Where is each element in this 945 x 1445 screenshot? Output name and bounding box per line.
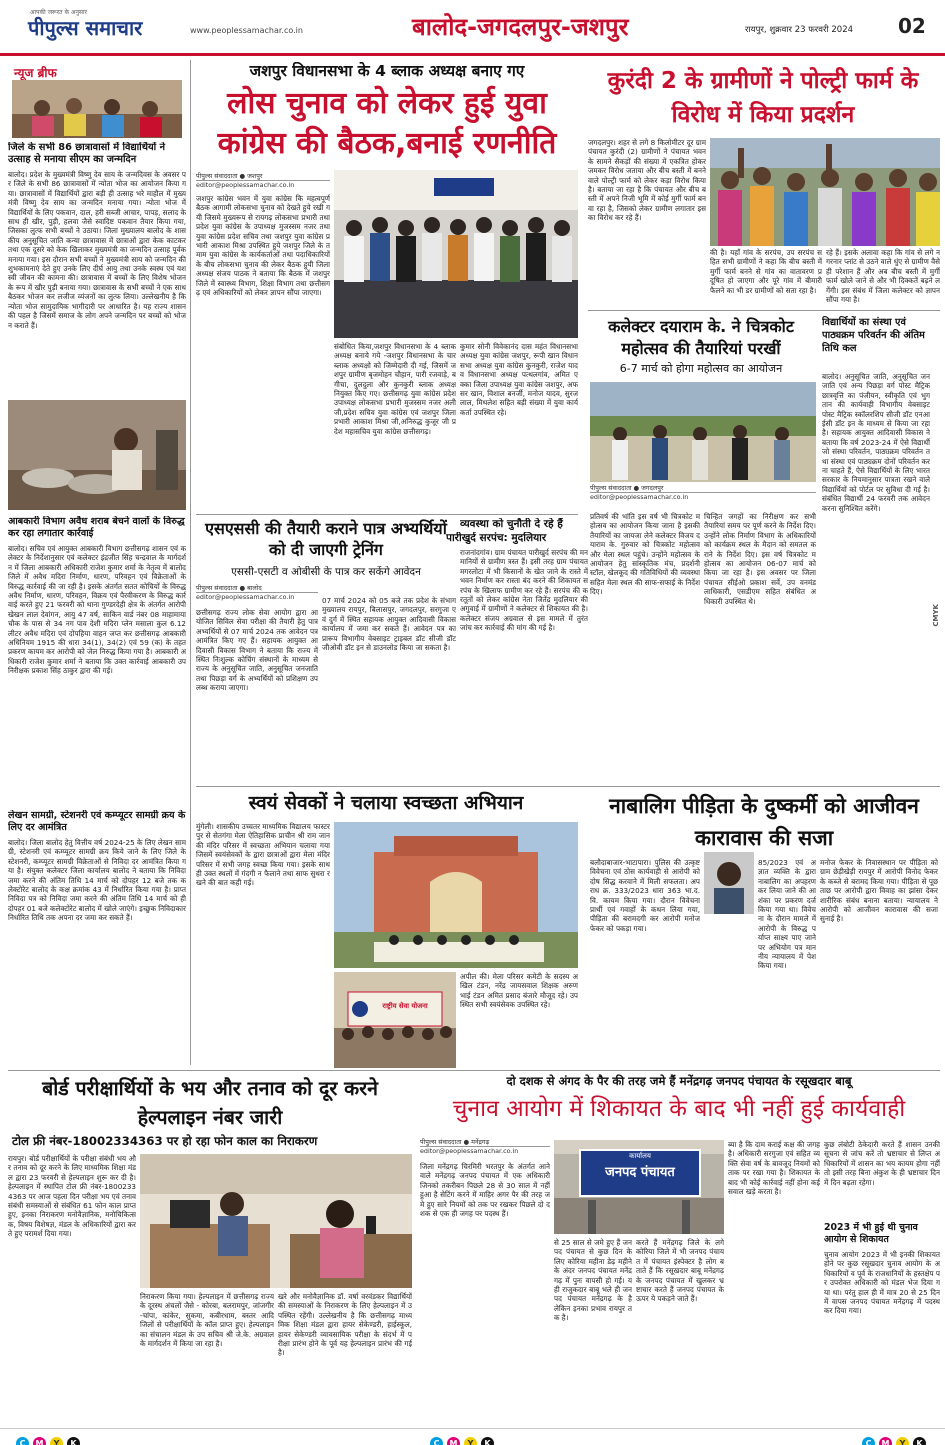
reg-mark-black: K [481,1437,494,1445]
chitrakot-byline: पीपुल्स संवाददाता ● जगदलपुर [590,484,816,493]
brand-tagline: आपकी जरूरत के अनुसार [30,9,87,16]
page-number: 02 [898,14,926,38]
board-headline: बोर्ड परीक्षार्थियों के भय और तनाव को दूर करने हेल्पलाइन नंबर जारी [42,1077,378,1129]
ssc-byline-block [196,584,318,601]
top-story-byline-block [196,172,330,189]
footer-bar [0,1428,945,1445]
manendragarh-body-2: से 25 साल से जमे हुए हैं जनपद पंचायत से कुछ दिन के लिए कोरिया महीना डेढ़ महीने के अंदर जनपद पंचायत मनेंद्रगढ़ में पुनः वापसी हो गई। यही राजुकदार बाबू भले ही जनपद पंचायत मनेंद्रगढ़ के है लेकिन इनका प्रभाव रायपुर तक है। [554,1238,632,1323]
poultry-protest-photo [710,138,940,246]
top-story-kicker: जशपुर विधानसभा के 4 ब्लाक अध्यक्ष बनाए गए [249,62,525,80]
manendragarh-kicker: दो दशक से अंगद के पैर की तरह जमे हैं मनेंद्रगढ़ जनपद पंचायत के रसूखदार बाबू [506,1074,852,1088]
manendragarh-body-4: ब्या है कि दाम कराई कक्ष की जगह है। अधिकारी सरगुजा एवं सहित व्यक्ति सेवा वर्ष के बावजूद नियमों को ताक पर रखा गया है। शिकायत के बाद भी कोई कार्रवाई नहीं होना कई सवाल खड़े करता है। [728,1140,820,1197]
manendragarh-body-6: चुनाव आयोग 2023 में भी इनकी शिकायत होने पर कुछ रसूखदार चुनाव आयोग के अधिकारियों व पूर्व के राजधानियों के हस्तक्षेप पर उपरोक्त अधिकारी को मंडल भेज दिया गया था। परंतु हाल ही में मात्र 20 से 25 दिन में वापस जनपद पंचायत मनेंद्रगढ़ में पदस्थ कर दिया गया। [824,1250,940,1316]
youth-congress-meeting-photo [334,170,578,338]
kurandi-body-2: की है। यहाँ गांव के सरपंच, उप सरपंच सहित सभी ग्रामीणों ने कहा कि बीच बस्ती में मुर्गी फार्म बनने से गांव का वातावरण प्रदूषित हो जाएगा और पूरे गांव में बीमारी फैलने का भी डर ग्रामीणों को सता रहा है। [710,248,822,295]
pocso-body-1: बलौदाबाजार-भाटापारा। पुलिस की उत्कृष्ट विवेचना एवं ठोस कार्यवाही से आरोपी को दोष सिद्ध करवाने में मिली सफलता। अपराध क्र. 333/2023 धारा 363 भा.द.वि. कायम किया गया। दौरान विवेचना प्रार्थी एवं गवाहों के कथन लिया गया, पीड़िता की बरामदगी कर आरोपी मनोज फेकर को पकड़ा गया। [590,858,700,933]
reg-mark-cyan: C [862,1437,875,1445]
brand-logo[interactable] [18,8,208,42]
manendragarh-byline-block [420,1138,550,1155]
ssc-byline: पीपुल्स संवाददाता ● बालोद [196,584,318,593]
reg-mark-yellow: Y [896,1437,909,1445]
brief-body-3: बालोद। जिला बालोद हेतु वित्तीय वर्ष 2024-25 के लिए लेखन सामग्री, स्टेशनरी एवं कम्प्यूटर सामग्री क्रय किये जाने के लिए जिले के स्टेशनरी, कम्प्यूटर सामग्री विक्रेताओं से निविदा दर आमंत्रित किया गया है। संयुक्त कलेक्टर जिला कार्यालय बालोद ने बताया कि निविदा जमा करने की अंतिम तिथि 14 मार्च को दोपहर 12 बजे तक कलेक्टोरेट बालोद के कक्ष क्रमांक 43 में निर्धारित किया गया है। प्राप्त निविदा पत्र को निविदा जमा करने की अंतिम तिथि 14 मार्च को ही दोपहर 01 बजे कलेक्टोरेट बालोद में खोले जाएंगे। इच्छुक निविदाकार निर्धारित तिथि तक अपना दर जमा कर सकते हैं। [8,838,186,923]
board-body-1: रायपुर। बोर्ड परीक्षार्थियों के परीक्षा संबंधी भय और तनाव को दूर करने के लिए माध्यमिक शिक्षा मंडल द्वारा 23 फरवरी से हेल्पलाइन शुरू कर दी है। हेल्पलाइन में स्थापित टोल फ्री नंबर-18002334363 पर आज पहला दिन परीक्षा भय एवं तनाव संबंधी समस्याओं से संबंधित 61 फोन काल प्राप्त हुए, इनका निराकरण मनोवैज्ञानिक, मनोचिकित्सक, विषय विशेषज्ञ, मंडल के अधिकारियों द्वारा करते हुए परामर्श दिया गया। [8,1154,136,1239]
site-url[interactable]: www.peoplessamachar.co.in [190,26,303,35]
ssc-subhead: एससी-एसटी व ओबीसी के पात्र कर सकेंगे आवेदन [231,566,421,578]
top-story-byline: पीपुल्स संवाददाता ● जशपुर [196,172,330,181]
reg-mark-cyan: C [16,1437,29,1445]
swachhta-body-2: अपील की। मेला परिसर कमेटी के सदस्य अखिल टंडन, नरेंद्र जायसवाल शिक्षक अरुण भाई टंडन अमित प्रसाद बंजारे मौजूद रहे। उपस्थित सभी स्वयंसेवक उपस्थित रहे। [460,972,578,1010]
kurandi-body-1: जगदलपुर। शहर से लगे 8 किलोमीटर दूर ग्राम पंचायत कुरंदी (2) ग्रामीणों ने पंचायत भवन के सामने सैकड़ों की संख्या में एकत्रित होकर जमकर विरोध जताया और बीच बस्ती में बनने वाले पोल्ट्री फार्म को लेकर कड़ा विरोध किया है। बताया जा रहा है कि पंचायत और बीच बस्ती में अपने निजी भूमि में कोई मुर्गी फार्म बनवा रहा है, जिसको लेकर ग्रामीण लगातार इसका विरोध कर रहे हैं। [588,138,706,223]
ssc-body-2: 07 मार्च 2024 को 05 बजे तक प्रदेश के संभाग मुख्यालय रायपुर, बिलासपुर, जगदलपुर, सरगुजा एवं दुर्ग में स्थित सहायक आयुक्त आदिवासी विकास कार्यालय में जमा कर सकते हैं। आवेदन पत्र का प्रारूप विभागीय वेबसाइट ट्राइबल डॉट सीजी डॉट जीओवी डॉट इन से डाउनलोड किया जा सकता है। [322,596,456,653]
section-divider [8,1070,940,1071]
section-divider [196,514,578,515]
students-headline: विद्यार्थियों का संस्था एवं पाठ्यक्रम परिवर्तन की अंतिम तिथि कल [822,317,925,354]
chitrakot-email[interactable]: editor@peoplessamachar.co.in [590,493,689,501]
janpad-office-photo [554,1140,724,1234]
vyavastha-kicker: व्यवस्था को चुनौती दे रहे हैं [460,518,563,530]
top-story-body-1: जशपुर कांग्रेस भवन में युवा कांग्रेस कि महत्वपूर्ण बैठक आगामी लोकसभा चुनाव को देखते हुये रखी गयी जिसमे मुख्यरूप से रायगढ़ लोकसभा प्रभारी तथा प्रदेश युवा कांग्रेस के उपाध्यक्ष मुजस्सम नजर तथा युवा कांग्रेस प्रदेश सचिव तथा जशपुर युवा कांग्रेस प्रभारी आकाश मिश्रा उपस्थित हुये जशपुर जिले के तमाम युवा कांग्रेस के कार्यकर्ताओं तथा पदाधिकारियों के बीच लोकसभा चुनाव की लेकर बैठक हुयी जिला अध्यक्ष संजय पाठक ने बताया कि बैठक में जशपुर जिले में स्वास्थ्य विभाग, शिक्षा विभाग तथा छत्तीसगढ़ एवं अधिकारियों को लेकर ज्ञापन सौंपा जाएगा। [196,194,330,298]
chitrakot-body-2: चिन्हित जगहों का निरीक्षण कर सभी तैयारियां समय पर पूर्ण करने के निर्देश दिए। उन्होंने लोक निर्माण विभाग के अधिकारियों को कार्यक्रम स्थल के मैदान को समतल कराने के निर्देश दिए। इस वर्ष चित्रकोट महोत्सव का आयोजन 06-07 मार्च को किया जा रहा है। इस अवसर पर जिला पंचायत सीईओ प्रकाश सर्वे, उप वनमंडलाधिकारी, एसडीएम सहित संबंधित अधिकारी उपस्थित थे। [704,512,816,606]
ssc-headline: एसएससी की तैयारी कराने पात्र अभ्यर्थियों को दी जाएगी ट्रेनिंग [205,519,447,559]
manendragarh-body-3: करते हैं मनेंद्रगढ़ जिले के लगे कोरिया जिले में भी जनपद पंचायत में पंचायत इंस्पेक्टर है लोग बताते हैं कि रसूखदार बाबू मनेंद्रगढ़ के जनपद पंचायत में खुलकर भ्रष्टाचार करते हैं जनपद पंचायत के ऊपर ये पकड़ने जाते हैं। [636,1238,724,1304]
manendragarh-body-1: जिला मनेंद्रगढ़ चिरमिरी भरतपुर के अंतर्गत आने वाले मनेंद्रगढ़ जनपद पंचायत में एक अधिकारी जिनको तकरीबन पिछले 28 से 30 साल में नहीं हुआ है सेटिंग करने में माहिर अगर पैर की तरह जमे हुए सारे नियमों को तक पर रखकर पिछले दो दशक से एक ही जगह पर पदस्थ हैं। [420,1162,550,1219]
top-story-body-3: कुमार सोनी विवेकानंद दास महंत विधानसभा अध्यक्ष युवा कांग्रेस जशपुर, रूपी खान विधानसभा अध्यक्ष युवा कांग्रेस कुनकुरी, राजेश यादव विधानसभा अध्यक्ष पत्थलगांव, अमित एक्का जिला उपाध्यक्ष युवा कांग्रेस जशपुर, अफसर खान, विशाल बनर्जी, मनोज यादव, सुरजलाल, मिथलेश सहित बड़ी संख्या में युवा कार्यकर्ता उपस्थित रहे। [460,342,578,417]
pocso-body-2: 85/2023 एवं अज्ञात व्यक्ति के द्वारा नाबालिग का अपहरण कर लिया जाने की आशंका पर प्रकरण दर्ज किया गया था। विवेचना के दौरान मामले में आरोपी के विरुद्ध पर्याप्त साक्ष्य पाए जाने पर अभियोग पत्र माननीय न्यायालय में पेश किया गया। [758,858,816,971]
reg-marks-left [14,1431,82,1445]
brief-headline-1: जिले के सभी 86 छात्रावासों में विद्यार्थियों ने उत्साह से मनाया सीएम का जन्मदिन [8,142,166,165]
helpline-call-photo [140,1154,412,1288]
pocso-body-3: मनोज फेकर के निवासस्थान पर पीड़िता को ग्राम छेड़ीखेड़ी रायपुर में आरोपी विनोद फेकर के कब्जे से बरामद किया गया। पीड़िता से पूछताछ पर आरोपी द्वारा विवाह का झांसा देकर शारीरिक संबंध बनाना बताया। न्यायालय ने आरोपी को आजीवन कारावास की सजा सुनाई है। [820,858,938,924]
board-body-3: खरे और मनोवैज्ञानिक डॉ. वर्षा वरवंडकर विद्यार्थियों की समस्याओं के निराकरण के लिए हेल्पलाइन में उपस्थित रहेंगी। उल्लेखनीय है कि छत्तीसगढ़ माध्यमिक शिक्षा मंडल द्वारा हायर सेकेण्डरी, हाईस्कूल, हायर सेकेण्डरी व्यावसायिक परीक्षा के संदर्भ में परीक्षा प्रारंभ होने के पूर्व यह हेल्पलाइन प्रारंभ की गई है। [278,1292,412,1358]
dateline: रायपुर, शुक्रवार 23 फरवरी 2024 [745,25,854,35]
kurandi-body-3: रहे हैं। इसके अलावा कहा कि गांव से लगे नगरनार प्लांट से उठने वाले धुंए से ग्रामीण वैसे ही परेशान हैं और अब बीच बस्ती में मुर्गी फार्म खोले जाने से और भी दिक्कतें बढ़ने लगेंगी। इस संबंध में जिला कलेक्टर को ज्ञापन सौंपा गया है। [826,248,940,304]
section-divider [588,310,940,311]
reg-mark-magenta: M [879,1437,892,1445]
students-body: बालोद। अनुसूचित जाति, अनुसूचित जनजाति एवं अन्य पिछड़ा वर्ग पोस्ट मैट्रिक छात्रवृत्ति का पंजीयन, स्वीकृति एवं भुगतान की कार्यवाही विभागीय वेबसाइट पोस्ट मैट्रिक स्कॉलरशिप सीजी डॉट एनआईसी डॉट इन के माध्यम से किया जा रहा है। सहायक आयुक्त आदिवासी विकास ने बताया कि वर्ष 2023-24 में ऐसे विद्यार्थी जो संस्था परिवर्तन, पाठ्यक्रम परिवर्तन तथा संस्था एवं पाठ्यक्रम दोनों परिवर्तन करना चाहते हैं, ऐसे विद्यार्थियों के लिए भारत सरकार के नियमानुसार पात्रता रखने वाले विद्यार्थियों को पोर्टल पर सुविधा दी गई है। संबंधित विद्यार्थी 24 फरवरी तक आवेदन करना सुनिश्चित करेंगे। [822,372,930,513]
reg-mark-cyan: C [430,1437,443,1445]
vyavastha-body: राजनांदगांव। ग्राम पंचायत पारीखुर्द सरपंच की मनमानियों से ग्रामीण त्रस्त हैं। इसी तरह ग्राम पंचायत मगरलोटा में भी किसानों के खेत जाने के रास्ते में भवन निर्माण कर रास्ता बंद करने की शिकायत सरपंच के खिलाफ ग्रामीण कर रहे हैं। सरपंच की करतूतों को लेकर कांग्रेस नेता जितेंद्र मुदलियार की अगुवाई में ग्रामीणों ने कलेक्टर से शिकायत की है। कलेक्टर संजय अग्रवाल से इस मामले में तुरंत जांच कर कार्रवाई की मांग की गई है। [460,548,588,633]
section-title: बालोद-जगदलपुर-जशपुर [412,13,629,41]
brief-headline-3: लेखन सामग्री, स्टेशनरी एवं कम्प्यूटर सामग्री क्रय के लिए दर आमंत्रित [8,810,186,833]
ssc-body-1: छत्तीसगढ़ राज्य लोक सेवा आयोग द्वारा आयोजित सिविल सेवा परीक्षा की तैयारी हेतु पात्र अभ्यर्थियों से 07 मार्च 2024 तक आवेदन पत्र आमंत्रित किए गए हैं। सहायक आयुक्त आदिवासी विकास विभाग ने बताया कि राज्य में स्थित निःशुल्क कोचिंग संस्थानों के माध्यम से राज्य के अनुसूचित जाति, अनुसूचित जनजाति तथा पिछड़ा वर्ग के अभ्यर्थियों को प्रशिक्षण उपलब्ध कराया जाएगा। [196,608,318,693]
excise-raid-photo [8,400,186,510]
manendragarh-byline: पीपुल्स संवाददाता ● मनेंद्रगढ़ [420,1138,550,1147]
reg-mark-magenta: M [33,1437,46,1445]
temple-gate-photo [334,822,578,968]
manendragarh-email[interactable]: editor@peoplessamachar.co.in [420,1147,519,1155]
chitrakot-byline-block [590,484,816,501]
chitrakot-subhead: 6-7 मार्च को होगा महोत्सव का आयोजन [619,362,783,375]
signboard-text: जनपद पंचायत [605,1165,675,1180]
signboard-top: कार्यालय [629,1152,651,1160]
top-story-headline: लोस चुनाव को लेकर हुई युवा कांग्रेस की बैठक,बनाई रणनीति [217,86,557,161]
board-body-2: निराकरण किया गया। हेल्पलाइन में छत्तीसगढ़ राज्य के दूरस्थ अंचलों जैसे - कोरबा, बलरामपुर, जांजगीर-चांपा, कांकेर, सुकमा, कबीरधाम, बस्तर आदि जिलों से परीक्षार्थियों के कॉल प्राप्त हुए। हेल्पलाइन का संचालन मंडल के उप सचिव श्री जे.के. अग्रवाल के मार्गदर्शन में किया जा रहा है। [140,1292,274,1349]
nss-volunteers-photo [334,972,456,1068]
chitrakot-body-1: प्रतिवर्ष की भांति इस वर्ष भी चित्रकोट महोत्सव का आयोजन किया जाना है इसकी तैयारियों का जायजा लेने कलेक्टर विजय दयाराम के. गुरुवार को चित्रकोट महोत्सव और मेला स्थल पहुंचे। उन्होंने महोत्सव के आयोजन हेतु सांस्कृतिक मंच, प्रदर्शनी स्टॉल, खेलकूद की गतिविधियों की व्यवस्था सहित मेला स्थल की साफ-सफाई के निर्देश दिए। [590,512,700,597]
swachhta-body-1: मुंगेली। शासकीय उच्चतर माध्यमिक विद्यालय फास्टरपुर से सेतगंगा मेला ऐतिहासिक प्राचीन श्री राम जानकी मंदिर परिसर में स्वच्छता अभियान चलाया गया जिसमें स्वयंसेवकों के द्वारा छात्राओं द्वारा मेला मंदिर परिसर में सभी जगह स्वच्छ किया गया। इसके साथ ही उक्त स्थलों में गंदगी न फैलाने तथा साफ सुथरा रखने की बात कही गई। [196,822,330,888]
reg-mark-yellow: Y [464,1437,477,1445]
reg-marks-center [428,1431,496,1445]
manendragarh-body-5: कुछ लंबोटी ठेकेदारी करते हैं शासन उनकी सूचना से जांच करें तो भ्रष्टाचार से लिप्त अधिकारियों में शासन का भय कायम होगा नहीं तो इसी तरह बिना अंकुश के ही भ्रष्टाचार दिन में दिन बढ़ता रहेगा। [824,1140,940,1187]
masthead [0,0,945,56]
brief-body-2: बालोद। सचिव एवं आयुक्त आबकारी विभाग छत्तीसगढ़ शासन एवं कलेक्टर के निर्देशानुसार एवं कलेक्टर इंद्रजीत सिंह चन्द्रवाल के मार्गदर्शन में जिला आबकारी अधिकारी राजेश कुमार शर्मा के नेतृत्व में बालोद जिले में अवैध मदिरा निर्माण, धारण, परिवहन एवं विक्रेताओं के विरुद्ध कार्रवाई की जा रही है। इसके अंतर्गत सतत कोचियों के विरुद्ध अवैध निर्माण, धारण, परिवहन, विक्रय एवं पैरवीकरण के विरुद्ध कार्रवाई करते हुए 21 फरवरी को थाना गुण्डरदेही क्षेत्र के अंतर्गत आरोपी खेखन लाल देवांगन, आयु 47 वर्ष, साकिन वार्ड नंबर 08 माहामाया चौक के पास से 34 नग पाव देशी मदिरा प्लेन मसाला कुल 6.12 लीटर अवैध मदिरा एवं दोपहिया वाहन जप्त कर छत्तीसगढ़ आबकारी अधिनियम 1915 की धारा 34(1), 34(2) एवं 59 (क) के तहत प्रकरण कायम कर आरोपी को जेल निरुद्ध किया गया है। आबकारी अधिकारी राजेश कुमार शर्मा ने बताया कि उक्त कार्रवाई आबकारी उपनिरीक्षक प्रकाश सिंह ठाकुर द्वारा की गई। [8,544,186,676]
accused-portrait-photo [704,852,754,914]
chitrakot-headline: कलेक्टर दयाराम के. ने चित्रकोट महोत्सव की तैयारियां परखीं [608,317,794,358]
manendragarh-headline: चुनाव आयोग में शिकायत के बाद भी नहीं हुई कार्यवाही [452,1096,906,1122]
section-divider [196,786,940,787]
reg-mark-yellow: Y [50,1437,63,1445]
brand-name: पीपुल्स समाचार [28,16,143,40]
side-cmyk-mark: CMYK [932,604,940,627]
manendragarh-subhead-2: 2023 में भी हुई थी चुनाव आयोग से शिकायत [824,1222,918,1245]
top-story-body-2: संबोधित किया,जशपुर विधानसभा के 4 ब्लाक अध्यक्ष बनाये गये -जशपुर विधानसभा के चार ब्लाक अध्यक्षो को जिम्मेदारी दी गई, जिसमें जशपुर ग्रामीण बृजमोहन चौहान, पारी रजवाड़े, बगीचा, दुलदुला और कुनकुरी ब्लाक अध्यक्ष नियुक्त किए गए। छत्तीसगढ़ युवा कांग्रेस प्रदेश उपाध्यक्ष लोकसभा प्रभारी मुजस्सम नजर अली जी,प्रदेश सचिव युवा कांग्रेस एवं जशपुर जिला प्रभारी आकाश मिश्रा जी,अनिरुद्ध कुजूर जी प्रदेश महासचिव युवा कांग्रेस छत्तीसगढ़। [334,342,456,436]
swachhta-headline: स्वयं सेवकों ने चलाया स्वच्छता अभियान [248,792,524,814]
column-divider [190,60,191,1065]
kurandi-headline: कुरंदी 2 के ग्रामीणों ने पोल्ट्री फार्म के विरोध में किया प्रदर्शन [607,68,919,128]
brief-headline-2: आबकारी विभाग अवैध शराब बेचने वालों के विरुद्ध कर रहा लगातार कार्रवाई [8,516,185,539]
brief-body-1: बालोद। प्रदेश के मुख्यमंत्री विष्णु देव साय के जन्मदिवस के अवसर पर जिले के सभी 86 छात्रावासों में न्योता भोज का आयोजन किया गया। छात्रावासों में विद्यार्थियों द्वारा बड़ी ही उत्साह भरे माहौल में मुख्यमंत्री विष्णु देव साय का जन्मदिन मनाया गया। न्योता भोज में विद्यार्थियों के लिए पकवान, दाल, हरी सब्जी आचार, पापड़, सलाद के साथ ही खीर, पुड़ी, हलवा जैसे स्वादिष्ट पकवान तैयार किया गया, जिसका लुत्फ सभी बच्चों ने उठाया। जिला मुख्यालय बालोद के शासकीय अनुसूचित जाति कन्या छात्रावास में छात्राओं द्वारा केक काटकर तथा एक दूसरे को केक खिलाकर मुख्यमंत्री का जन्मदिन उत्साह पूर्वक मनाया गया। इस दौरान सभी बच्चों ने मुख्यमंत्री साय को जन्मदिन की शुभकामनाएं देते हुए उनके लिए दीर्घ आयु तथा उनके स्वस्थ एवं यशस्वी जीवन की कामना की। छात्रावास में बच्चों के लिए विशेष भोजन के रूप में खीर पुड़ी बनाया गया। छात्रावास के सभी बच्चों ने एक साथ बैठकर भोजन कर लजीज व्यंजनों का लुत्फ लिया। उल्लेखनीय है कि न्योता भोज सामुदायिक भागीदारी पर आधारित है। यह राज्य शासन की पहल है जिसमें समाज के लोग अपने जन्मदिन पर बच्चों को भोजन कराते हैं। [8,170,186,330]
nss-banner-text: राष्ट्रीय सेवा योजना [382,1002,428,1010]
chitrakot-inspection-photo [590,382,816,482]
reg-mark-black: K [913,1437,926,1445]
board-subhead: टोल फ्री नंबर-18002334363 पर हो रहा फोन काल का निराकरण [12,1134,318,1148]
top-story-email[interactable]: editor@peoplessamachar.co.in [196,181,295,189]
hostel-celebration-photo [12,80,182,138]
reg-marks-right [860,1431,928,1445]
reg-mark-black: K [67,1437,80,1445]
news-brief-label: न्यूज ब्रीफ [14,66,57,80]
ssc-email[interactable]: editor@peoplessamachar.co.in [196,593,295,601]
vyavastha-headline: पारीखुर्द सरपंच: मुदलियार [446,532,547,544]
pocso-headline: नाबालिग पीड़िता के दुष्कर्मी को आजीवन कारावास की सजा [609,794,919,850]
reg-mark-magenta: M [447,1437,460,1445]
